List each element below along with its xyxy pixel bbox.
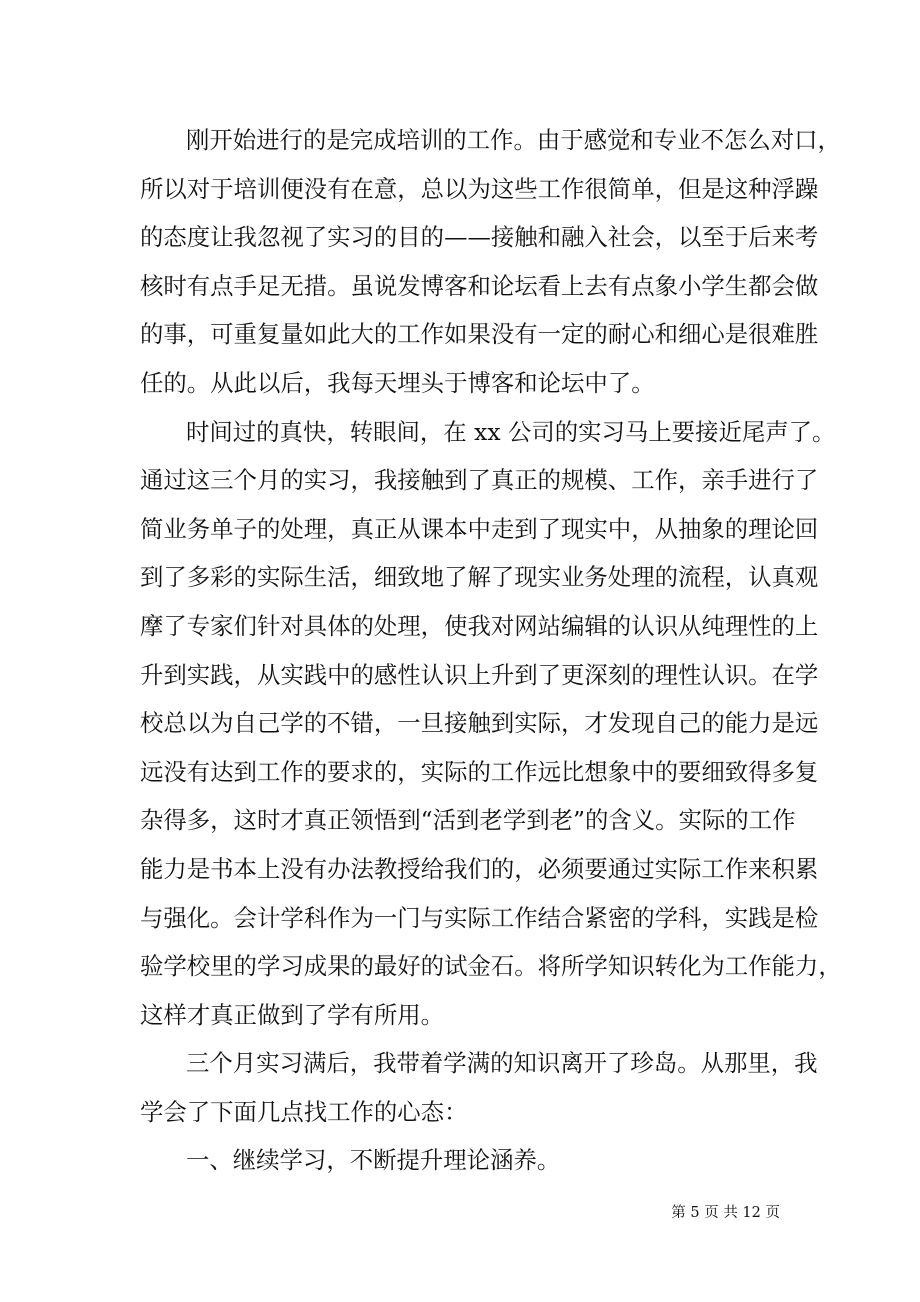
paragraph-3	[140, 1039, 818, 1136]
text-line: 一、继续学习，不断提升理论涵养。	[186, 1146, 561, 1175]
text-line: 任的。从此以后，我每天埋头于博客和论坛中了。	[140, 368, 655, 397]
document-body	[140, 116, 842, 1185]
text-line: 三个月实习满后，我带着学满的知识离开了珍岛。从那里，我	[186, 1049, 818, 1078]
text-line: 通过这三个月的实习，我接触到了真正的规模、工作，亲手进行了	[140, 466, 819, 495]
paragraph-1	[140, 116, 841, 408]
text-line: 学会了下面几点找工作的心态：	[140, 1097, 468, 1126]
paragraph-2	[140, 408, 842, 1040]
text-line: 校总以为自己学的不错，一旦接触到实际，才发现自己的能力是远	[140, 709, 819, 738]
text-line: 升到实践，从实践中的感性认识上升到了更深刻的理性认识。在学	[140, 660, 819, 689]
text-line: 这样才真正做到了学有所用。	[140, 1000, 445, 1029]
text-line: 的态度让我忽视了实习的目的——接触和融入社会，以至于后来考	[140, 223, 819, 252]
text-line: 核时有点手足无措。虽说发博客和论坛看上去有点象小学生都会做	[140, 271, 819, 300]
text-line: 杂得多，这时才真正领悟到“活到老学到老”的含义。实际的工作	[140, 806, 796, 835]
text-line: 时间过的真快，转眼间，在 xx 公司的实习马上要接近尾声了。	[186, 417, 836, 446]
text-line: 验学校里的学习成果的最好的试金石。将所学知识转化为工作能力，	[140, 952, 842, 981]
text-line: 能力是书本上没有办法教授给我们的，必须要通过实际工作来积累	[140, 854, 819, 883]
text-line: 刚开始进行的是完成培训的工作。由于感觉和专业不怎么对口，	[186, 126, 841, 154]
text-line: 的事，可重复量如此大的工作如果没有一定的耐心和细心是很难胜	[140, 320, 819, 349]
text-line: 所以对于培训便没有在意，总以为这些工作很简单，但是这种浮躁	[140, 174, 819, 203]
text-line: 简业务单子的处理，真正从课本中走到了现实中，从抽象的理论回	[140, 514, 819, 543]
text-line: 到了多彩的实际生活，细致地了解了现实业务处理的流程，认真观	[140, 563, 819, 592]
text-line: 远没有达到工作的要求的，实际的工作远比想象中的要细致得多复	[140, 757, 819, 786]
text-line: 摩了专家们针对具体的处理，使我对网站编辑的认识从纯理性的上	[140, 611, 819, 640]
paragraph-4	[140, 1136, 780, 1185]
text-line: 与强化。会计学科作为一门与实际工作结合紧密的学科，实践是检	[140, 903, 819, 932]
page-number-footer: 第 5 页 共 12 页	[671, 1205, 780, 1221]
